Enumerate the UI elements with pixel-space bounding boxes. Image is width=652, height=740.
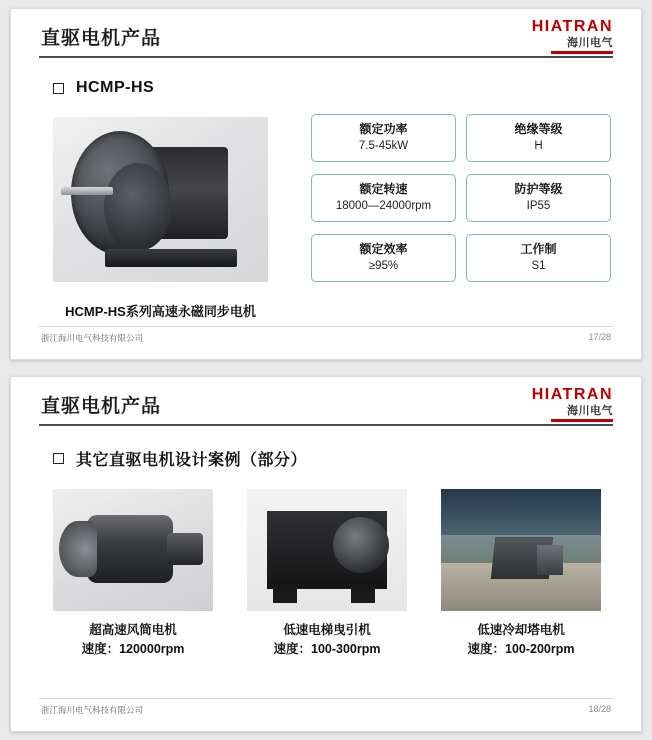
spec-label: 防护等级 — [514, 182, 563, 197]
motor-shaft-shape — [61, 187, 113, 195]
photo-shape — [537, 545, 563, 575]
case-card-list — [53, 489, 601, 660]
spec-rated-speed — [311, 174, 456, 222]
slide-1-title: 直驱电机产品 — [41, 28, 162, 49]
spec-rated-power — [311, 114, 456, 162]
title-divider — [39, 56, 613, 58]
slide-1-header — [11, 9, 641, 53]
title-divider — [39, 424, 613, 426]
spec-value: H — [534, 139, 543, 152]
logo-wordmark: HIATRAN — [531, 18, 613, 35]
case-card — [247, 489, 407, 660]
company-logo — [532, 19, 613, 54]
spec-rated-efficiency — [311, 234, 456, 282]
case-photo-elevator-traction-machine — [247, 489, 407, 611]
section-heading-label: 其它直驱电机设计案例（部分） — [76, 452, 308, 469]
product-photo-hcmp-hs — [53, 117, 268, 282]
case-name: 低速电梯曳引机 — [283, 623, 371, 637]
logo-accent-bar — [551, 51, 613, 54]
case-card — [53, 489, 213, 660]
case-card-caption — [441, 621, 601, 660]
logo-accent-bar — [551, 419, 613, 422]
case-name: 超高速风筒电机 — [89, 623, 177, 637]
spec-value: 18000—24000rpm — [335, 199, 432, 212]
slide-2-footer — [39, 698, 613, 721]
square-bullet-icon — [53, 453, 64, 464]
case-spec: 速度：100-300rpm — [273, 642, 381, 657]
spec-value: S1 — [531, 259, 546, 272]
motor-inner-shape — [104, 163, 172, 251]
spec-value: IP55 — [526, 199, 551, 212]
company-logo — [532, 387, 613, 422]
footer-page-number: 17/28 — [588, 332, 611, 342]
footer-company: 浙江海川电气科技有限公司 — [41, 333, 144, 343]
photo-shape — [87, 515, 173, 583]
square-bullet-icon — [53, 83, 64, 94]
product-photo-caption: HCMP-HS系列高速永磁同步电机 — [65, 304, 256, 319]
case-card — [441, 489, 601, 660]
case-spec: 速度：100-200rpm — [467, 642, 575, 657]
logo-chinese-name: 海川电气 — [567, 37, 613, 49]
spec-label: 额定功率 — [359, 122, 408, 137]
spec-value: 7.5-45kW — [358, 139, 409, 152]
slide-1-section-heading — [53, 79, 154, 97]
photo-shape — [351, 585, 375, 603]
photo-shape — [273, 585, 297, 603]
case-card-caption — [53, 621, 213, 660]
motor-base-shape — [105, 249, 237, 267]
slide-1-footer — [39, 326, 613, 349]
spec-duty-type — [466, 234, 611, 282]
spec-label: 额定转速 — [359, 182, 408, 197]
case-photo-cooling-tower-motor — [441, 489, 601, 611]
case-spec: 速度：120000rpm — [81, 642, 185, 657]
slide-2-title: 直驱电机产品 — [41, 396, 162, 417]
case-name: 低速冷却塔电机 — [477, 623, 565, 637]
spec-label: 额定效率 — [359, 242, 408, 257]
spec-value: ≥95% — [368, 259, 399, 272]
photo-shape — [59, 521, 97, 577]
slide-2-header — [11, 377, 641, 421]
case-photo-high-speed-fan-motor — [53, 489, 213, 611]
spec-grid — [311, 114, 611, 282]
case-card-caption — [247, 621, 407, 660]
slide-1 — [10, 8, 642, 360]
photo-shape — [333, 517, 389, 573]
logo-wordmark: HIATRAN — [531, 386, 613, 403]
photo-shape — [167, 533, 203, 565]
slide-2 — [10, 376, 642, 732]
spec-label: 工作制 — [520, 242, 557, 257]
logo-chinese-name: 海川电气 — [567, 405, 613, 417]
footer-page-number: 18/28 — [588, 704, 611, 714]
photo-shape — [441, 489, 601, 535]
footer-company: 浙江海川电气科技有限公司 — [41, 705, 144, 715]
spec-protection-class — [466, 174, 611, 222]
spec-label: 绝缘等级 — [514, 122, 563, 137]
slide-2-section-heading — [53, 447, 307, 470]
spec-insulation-class — [466, 114, 611, 162]
section-heading-label: HCMP-HS — [76, 79, 155, 96]
